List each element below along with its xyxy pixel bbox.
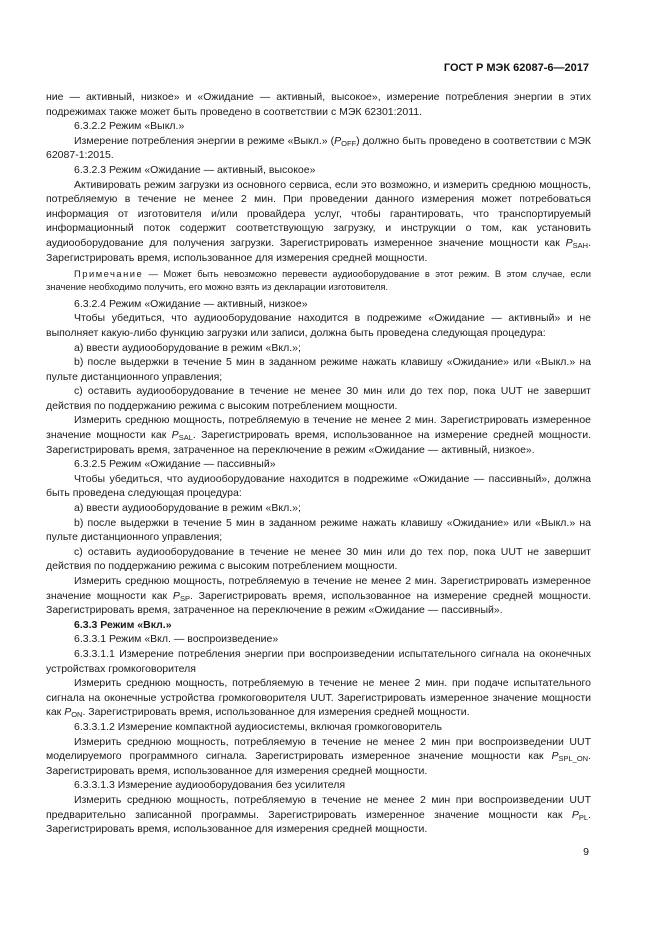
text-run: c) оставить аудиооборудование в течение не менее 30 мин или до тех пор, пока UUT не завершит действия по поддержанию режима с высоким потреблением мощности.: [46, 385, 591, 412]
text-run: 6.3.3.1.3 Измерение аудиооборудования без усилителя: [74, 779, 346, 792]
subscript: SPL_ON: [558, 754, 589, 764]
paragraph: [46, 618, 591, 633]
text-run: P: [571, 808, 579, 821]
text-run: Измерить среднюю мощность, потребляемую в течение не менее 2 мин при воспроизведении UUT предварительно записанной программы. Зарегистрировать измеренное значение мощности как: [46, 793, 591, 821]
text-run: b) после выдержки в течение 5 мин в заданном режиме нажать клавишу «Ожидание» или «Выкл.» на пульте дистанционного управления;: [46, 516, 591, 544]
subscript: OFF: [341, 138, 357, 148]
paragraph: [46, 119, 591, 134]
text-run: . Зарегистрировать время, использованное для измерения средней мощности.: [82, 706, 470, 719]
paragraph: [46, 90, 591, 119]
subscript: SAH: [572, 240, 589, 250]
text-run: ние — активный, низкое» и «Ожидание — активный, высокое», измерение потребления энергии в этих подрежимах также может быть проведено в соответствии с МЭК 62301:2011.: [46, 91, 591, 118]
document-body: [46, 90, 591, 837]
paragraph: [46, 311, 591, 340]
text-run: . Зарегистрировать время, использованное на измерение средней мощности. Зарегистрировать время, затраченное на переключение в режим «Ожидание — пассивный».: [46, 589, 591, 617]
paragraph: [46, 297, 591, 312]
text-run: P: [64, 706, 72, 719]
text-run: P: [171, 429, 179, 442]
note-paragraph: [46, 268, 591, 294]
paragraph: [46, 516, 591, 545]
text-run: 6.3.3 Режим «Вкл.»: [74, 618, 172, 631]
text-run: 6.3.2.5 Режим «Ожидание — пассивный»: [74, 458, 276, 471]
text-run: Чтобы убедиться, что аудиооборудование находится в подрежиме «Ожидание — активный» и не выполняет какую-либо функцию загрузки или записи, должна быть проведена следующая процедура:: [46, 312, 591, 339]
text-run: b) после выдержки в течение 5 мин в заданном режиме нажать клавишу «Ожидание» или «Выкл.» на пульте дистанционного управления;: [46, 356, 591, 383]
text-run: Измерить среднюю мощность, потребляемую в течение не менее 2 мин. при подаче испытательного сигнала на оконечные устройства громкоговорителя UUT. Зарегистрировать измеренное значение мощности как: [46, 677, 591, 719]
text-run: c) оставить аудиооборудование в течение не менее 30 мин или до тех пор, пока UUT не завершит действия по поддержанию режима с высоким потреблением мощности.: [46, 545, 591, 573]
page-number: 9: [583, 846, 589, 858]
text-run: — Может быть невозможно перевести аудиооборудование в этот режим. В этом случае, если значение необходимо получить, его можно взять из декларации изготовителя.: [46, 268, 591, 292]
text-run: a) ввести аудиооборудование в режим «Вкл.»;: [74, 502, 301, 515]
text-run: P: [172, 589, 180, 602]
text-run: Измерить среднюю мощность, потребляемую в течение не менее 2 мин. Зарегистрировать измеренное значение мощности как: [46, 575, 591, 602]
text-run: 6.3.3.1.1 Измерение потребления энергии при воспроизведении испытательного сигнала на оконечных устройствах громкоговорителя: [46, 647, 591, 675]
paragraph: [46, 720, 591, 735]
paragraph: [46, 341, 591, 356]
text-run: Чтобы убедиться, что аудиооборудование находится в подрежиме «Ожидание — пассивный», должна быть проведена следующая процедура:: [46, 472, 591, 500]
paragraph: [46, 793, 591, 837]
text-run: . Зарегистрировать время, использованное для измерения средней мощности.: [46, 808, 591, 836]
paragraph: [46, 647, 591, 676]
paragraph: [46, 384, 591, 413]
subscript: ON: [71, 710, 83, 720]
text-run: Активировать режим загрузки из основного сервиса, если это возможно, и измерить среднюю мощность, потребляемую в течение не менее 2 мин. При проведении данного измерения может потребоваться информация от изготовителя и/или провайдера услуг, чтобы гарантировать, что транспортируемый информационный поток содержит соответствующую загрузку, и инструкции о том, как установить аудиооборудование для получения загрузки. Зарегистрировать измеренное значение мощности как: [46, 178, 591, 249]
text-run: 6.3.2.3 Режим «Ожидание — активный, высокое»: [74, 163, 316, 176]
paragraph: [46, 676, 591, 720]
paragraph: [46, 632, 591, 647]
text-run: Измерить среднюю мощность, потребляемую в течение не менее 2 мин при воспроизведении UUT моделируемого программного сигнала. Зарегистрировать измеренное значение мощности как: [46, 735, 591, 763]
text-run: . Зарегистрировать время, использованное для измерения средней мощности.: [46, 750, 591, 777]
paragraph: [46, 134, 591, 163]
subscript: SAL: [178, 433, 193, 443]
paragraph: [46, 735, 591, 779]
text-run: ) должно быть проведено в соответствии с МЭК 62087-1:2015.: [46, 134, 592, 162]
text-run: 6.3.3.1 Режим «Вкл. — воспроизведение»: [74, 633, 279, 646]
paragraph: [46, 472, 591, 501]
paragraph: [46, 355, 591, 384]
text-run: 6.3.2.4 Режим «Ожидание — активный, низкое»: [74, 297, 308, 310]
text-run: Измерение потребления энергии в режиме «Выкл.» (: [74, 134, 335, 147]
text-run: P: [334, 134, 342, 147]
text-run: 6.3.3.1.2 Измерение компактной аудиосистемы, включая громкоговоритель: [74, 720, 442, 733]
subscript: PL: [578, 812, 589, 822]
paragraph: [46, 574, 591, 618]
text-run: 6.3.2.2 Режим «Выкл.»: [74, 120, 185, 133]
text-run: a) ввести аудиооборудование в режим «Вкл.»;: [74, 341, 301, 354]
text-run: P: [565, 236, 573, 249]
subscript: SP: [179, 593, 190, 603]
text-run: P: [551, 750, 559, 763]
text-run: . Зарегистрировать время, использованное на измерение средней мощности. Зарегистрировать время, затраченное на переключение в режим «Ожидание — активный, низкое».: [46, 429, 591, 456]
paragraph: [46, 501, 591, 516]
paragraph: [46, 163, 591, 178]
paragraph: [46, 457, 591, 472]
text-run: Примечание: [74, 268, 144, 280]
document-header: ГОСТ Р МЭК 62087-6—2017: [443, 62, 589, 74]
paragraph: [46, 178, 591, 266]
text-run: Измерить среднюю мощность, потребляемую в течение не менее 2 мин. Зарегистрировать измеренное значение мощности как: [46, 414, 591, 442]
paragraph: [46, 413, 591, 457]
paragraph: [46, 545, 591, 574]
paragraph: [46, 778, 591, 793]
text-run: . Зарегистрировать время, использованное для измерения средней мощности.: [46, 236, 591, 264]
